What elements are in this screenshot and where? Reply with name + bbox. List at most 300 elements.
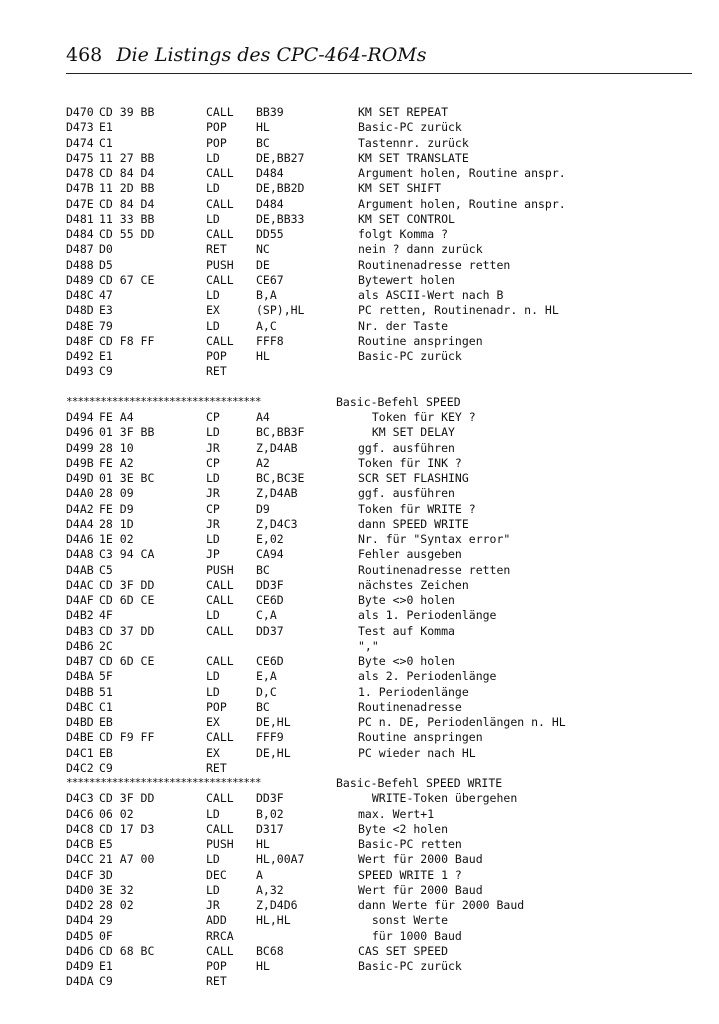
listing-row [66, 334, 706, 349]
address-cell: D4DA [66, 974, 94, 989]
mnemonic-cell: CALL [206, 577, 234, 592]
opcode-bytes-cell: 28 10 [99, 440, 134, 455]
listing-row [66, 944, 706, 959]
mnemonic-cell: EX [206, 715, 220, 729]
comment-cell: KM SET SHIFT [358, 181, 442, 196]
mnemonic-cell: LD [206, 684, 220, 699]
comment-cell: Nr. für "Syntax error" [358, 532, 511, 546]
mnemonic-cell: POP [206, 349, 227, 363]
opcode-bytes-cell: CD 84 D4 [99, 166, 155, 180]
operand-cell: HL [256, 120, 270, 135]
opcode-bytes-cell: 1E 02 [99, 532, 134, 546]
opcode-bytes-cell: 28 09 [99, 486, 134, 501]
operand-cell: CA94 [256, 547, 284, 562]
opcode-bytes-cell: 28 02 [99, 898, 134, 912]
address-cell: D4BC [66, 699, 94, 714]
mnemonic-cell: CALL [206, 333, 234, 348]
comment-cell: Routine anspringen [358, 333, 483, 348]
listing-row [66, 410, 706, 425]
mnemonic-cell: CALL [206, 105, 234, 119]
comment-cell: max. Wert+1 [358, 806, 435, 821]
mnemonic-cell: LD [206, 852, 220, 867]
opcode-bytes-cell: 3D [99, 867, 113, 882]
section-separator [66, 776, 706, 791]
listing-row [66, 791, 706, 806]
mnemonic-cell: CALL [206, 196, 234, 211]
opcode-bytes-cell: 01 3E BC [99, 471, 155, 485]
operand-cell: NC [256, 242, 270, 257]
comment-cell: Basic-PC zurück [358, 120, 462, 135]
address-cell: D487 [66, 242, 94, 257]
listing-row [66, 624, 706, 639]
address-cell: D4AF [66, 593, 94, 607]
opcode-bytes-cell: C1 [99, 135, 113, 150]
opcode-bytes-cell: CD 37 DD [99, 623, 155, 638]
mnemonic-cell: LD [206, 608, 220, 623]
address-cell: D4A8 [66, 547, 94, 562]
mnemonic-cell: PUSH [206, 257, 234, 272]
operand-cell: DE,HL [256, 745, 291, 760]
mnemonic-cell: CALL [206, 821, 234, 836]
address-cell: D4C6 [66, 806, 94, 821]
listing-row [66, 364, 706, 379]
opcode-bytes-cell: 01 3F BB [99, 425, 155, 440]
address-cell: D473 [66, 120, 94, 135]
operand-cell: BC [256, 135, 270, 150]
comment-cell: KM SET REPEAT [358, 105, 449, 119]
mnemonic-cell: LD [206, 882, 220, 897]
comment-cell: Bytewert holen [358, 272, 455, 287]
mnemonic-cell: CALL [206, 623, 234, 638]
opcode-bytes-cell: 79 [99, 318, 113, 333]
address-cell: D48F [66, 333, 94, 348]
listing-row [66, 486, 706, 501]
operand-cell: C,A [256, 608, 277, 623]
operand-cell: CE6D [256, 654, 284, 668]
address-cell: D48E [66, 318, 94, 333]
address-cell: D48C [66, 288, 94, 302]
address-cell: D4BB [66, 684, 94, 699]
address-cell: D484 [66, 227, 94, 241]
opcode-bytes-cell: 51 [99, 684, 113, 699]
operand-cell: BC68 [256, 943, 284, 958]
comment-cell: Wert für 2000 Baud [358, 882, 483, 897]
opcode-bytes-cell: 11 2D BB [99, 181, 155, 196]
address-cell: D493 [66, 364, 94, 379]
operand-cell: DE,BB33 [256, 211, 305, 226]
listing-row [66, 593, 706, 608]
comment-cell: Wert für 2000 Baud [358, 852, 483, 867]
address-cell: D49D [66, 471, 94, 485]
mnemonic-cell: LD [206, 425, 220, 440]
opcode-bytes-cell: CD 68 BC [99, 943, 155, 958]
separator-stars: ********************************** [66, 776, 261, 789]
address-cell: D494 [66, 410, 94, 424]
operand-cell: HL [256, 959, 270, 973]
mnemonic-cell: CP [206, 410, 220, 424]
comment-cell: KM SET CONTROL [358, 211, 455, 226]
address-cell: D4A0 [66, 486, 94, 501]
section-separator [66, 395, 706, 410]
opcode-bytes-cell: CD 17 D3 [99, 821, 155, 836]
operand-cell: DE [256, 257, 270, 272]
address-cell: D4C8 [66, 821, 94, 836]
address-cell: D4C3 [66, 791, 94, 806]
address-cell: D4A6 [66, 532, 94, 546]
opcode-bytes-cell: FE A2 [99, 455, 134, 470]
address-cell: D4D9 [66, 959, 94, 973]
comment-cell: Token für WRITE ? [358, 501, 476, 516]
operand-cell: DE,HL [256, 715, 291, 729]
operand-cell: D,C [256, 684, 277, 699]
opcode-bytes-cell: C9 [99, 974, 113, 989]
page-header [66, 44, 692, 74]
address-cell: D4BD [66, 715, 94, 729]
opcode-bytes-cell: CD 6D CE [99, 654, 155, 668]
mnemonic-cell: JR [206, 898, 220, 912]
listing-row [66, 822, 706, 837]
opcode-bytes-cell: D0 [99, 242, 113, 257]
mnemonic-cell: POP [206, 959, 227, 973]
listing-row [66, 517, 706, 532]
listing-row [66, 136, 706, 151]
listing-row [66, 258, 706, 273]
opcode-bytes-cell: CD 3F DD [99, 791, 155, 806]
mnemonic-cell: CALL [206, 791, 234, 806]
operand-cell: B,02 [256, 806, 284, 821]
operand-cell: D484 [256, 196, 284, 211]
mnemonic-cell: RRCA [206, 928, 234, 943]
opcode-bytes-cell: C1 [99, 699, 113, 714]
listing-row [66, 288, 706, 303]
comment-cell: ggf. ausführen [358, 440, 455, 455]
address-cell: D4AC [66, 577, 94, 592]
operand-cell: DD37 [256, 623, 284, 638]
mnemonic-cell: CALL [206, 227, 234, 241]
comment-cell: folgt Komma ? [358, 227, 449, 241]
listing-row [66, 197, 706, 212]
operand-cell: CE67 [256, 272, 284, 287]
listing-row [66, 502, 706, 517]
operand-cell: HL [256, 837, 270, 851]
address-cell: D4D6 [66, 943, 94, 958]
listing-row [66, 639, 706, 654]
mnemonic-cell: CALL [206, 654, 234, 668]
address-cell: D475 [66, 150, 94, 165]
listing-row [66, 151, 706, 166]
opcode-bytes-cell: 2C [99, 638, 113, 653]
listing-row [66, 441, 706, 456]
comment-cell: ggf. ausführen [358, 486, 455, 501]
mnemonic-cell: PUSH [206, 837, 234, 851]
mnemonic-cell: CP [206, 501, 220, 516]
opcode-bytes-cell: 21 A7 00 [99, 852, 155, 867]
comment-cell: nächstes Zeichen [358, 577, 469, 592]
mnemonic-cell: CALL [206, 730, 234, 745]
opcode-bytes-cell: CD F8 FF [99, 333, 155, 348]
comment-cell: Token für KEY ? [358, 410, 476, 424]
comment-cell: nein ? dann zurück [358, 242, 483, 257]
comment-cell: PC n. DE, Periodenlängen n. HL [358, 715, 566, 729]
comment-cell: als 1. Periodenlänge [358, 608, 497, 623]
comment-cell: Token für INK ? [358, 455, 462, 470]
assembly-listing [66, 105, 706, 990]
mnemonic-cell: RET [206, 760, 227, 775]
listing-row [66, 807, 706, 822]
comment-cell: PC retten, Routinenadr. n. HL [358, 303, 559, 318]
opcode-bytes-cell: FE D9 [99, 501, 134, 516]
listing-row [66, 929, 706, 944]
address-cell: D4BA [66, 669, 94, 684]
operand-cell: A,32 [256, 882, 284, 897]
comment-cell: Routinenadresse retten [358, 257, 511, 272]
comment-cell: Byte <>0 holen [358, 593, 455, 607]
comment-cell: Routinenadresse [358, 699, 462, 714]
opcode-bytes-cell: 11 33 BB [99, 211, 155, 226]
listing-row [66, 898, 706, 913]
opcode-bytes-cell: E1 [99, 349, 113, 363]
address-cell: D4A4 [66, 516, 94, 531]
operand-cell: Z,D4AB [256, 440, 298, 455]
address-cell: D4CF [66, 867, 94, 882]
listing-row [66, 227, 706, 242]
mnemonic-cell: JR [206, 440, 220, 455]
separator-stars: ********************************** [66, 394, 261, 408]
opcode-bytes-cell: C9 [99, 364, 113, 379]
comment-cell: dann SPEED WRITE [358, 516, 469, 531]
address-cell: D47B [66, 181, 94, 196]
comment-cell: Basic-PC zurück [358, 349, 462, 363]
operand-cell: FFF9 [256, 730, 284, 745]
opcode-bytes-cell: C3 94 CA [99, 547, 155, 562]
operand-cell: DD3F [256, 791, 284, 806]
mnemonic-cell: CALL [206, 943, 234, 958]
mnemonic-cell: RET [206, 974, 227, 989]
comment-cell: Tastennr. zurück [358, 135, 469, 150]
listing-row [66, 654, 706, 669]
listing-row [66, 608, 706, 623]
listing-row [66, 974, 706, 989]
opcode-bytes-cell: 11 27 BB [99, 150, 155, 165]
mnemonic-cell: EX [206, 745, 220, 760]
mnemonic-cell: JP [206, 547, 220, 562]
opcode-bytes-cell: 4F [99, 608, 113, 623]
address-cell: D481 [66, 211, 94, 226]
listing-row [66, 471, 706, 486]
operand-cell: BC [256, 699, 270, 714]
address-cell: D4D5 [66, 928, 94, 943]
opcode-bytes-cell: 47 [99, 288, 113, 302]
comment-cell: als 2. Periodenlänge [358, 669, 497, 684]
operand-cell: A,C [256, 318, 277, 333]
comment-cell: "," [358, 638, 379, 653]
listing-row [66, 868, 706, 883]
mnemonic-cell: LD [206, 288, 220, 302]
mnemonic-cell: DEC [206, 867, 227, 882]
address-cell: D474 [66, 135, 94, 150]
address-cell: D499 [66, 440, 94, 455]
listing-row [66, 425, 706, 440]
address-cell: D4CB [66, 837, 94, 851]
listing-row [66, 547, 706, 562]
operand-cell: (SP),HL [256, 303, 305, 318]
opcode-bytes-cell: EB [99, 745, 113, 760]
mnemonic-cell: POP [206, 699, 227, 714]
listing-row [66, 456, 706, 471]
operand-cell: A4 [256, 410, 270, 424]
opcode-bytes-cell: E1 [99, 959, 113, 973]
address-cell: D4B7 [66, 654, 94, 668]
mnemonic-cell: CALL [206, 166, 234, 180]
operand-cell: D484 [256, 166, 284, 180]
listing-row [66, 746, 706, 761]
mnemonic-cell: LD [206, 318, 220, 333]
operand-cell: HL,00A7 [256, 852, 305, 867]
operand-cell: DD3F [256, 577, 284, 592]
opcode-bytes-cell: C5 [99, 562, 113, 577]
comment-cell: Test auf Komma [358, 623, 455, 638]
page-number: 468 [66, 44, 103, 66]
address-cell: D4B3 [66, 623, 94, 638]
mnemonic-cell: LD [206, 532, 220, 546]
opcode-bytes-cell: 06 02 [99, 806, 134, 821]
opcode-bytes-cell: FE A4 [99, 410, 134, 424]
operand-cell: DE,BB2D [256, 181, 305, 196]
mnemonic-cell: LD [206, 181, 220, 196]
opcode-bytes-cell: C9 [99, 760, 113, 775]
mnemonic-cell: CALL [206, 272, 234, 287]
listing-row [66, 837, 706, 852]
opcode-bytes-cell: CD 84 D4 [99, 196, 155, 211]
comment-cell: WRITE-Token übergehen [358, 791, 518, 806]
operand-cell: D317 [256, 821, 284, 836]
comment-cell: Argument holen, Routine anspr. [358, 196, 566, 211]
address-cell: D4AB [66, 562, 94, 577]
operand-cell: BB39 [256, 105, 284, 119]
comment-cell: dann Werte für 2000 Baud [358, 898, 525, 912]
mnemonic-cell: PUSH [206, 562, 234, 577]
mnemonic-cell: LD [206, 150, 220, 165]
opcode-bytes-cell: CD 55 DD [99, 227, 155, 241]
operand-cell: Z,D4AB [256, 486, 298, 501]
operand-cell: Z,D4C3 [256, 516, 298, 531]
comment-cell: PC wieder nach HL [358, 745, 476, 760]
mnemonic-cell: RET [206, 242, 227, 257]
opcode-bytes-cell: E3 [99, 303, 113, 318]
opcode-bytes-cell: 29 [99, 913, 113, 928]
address-cell: D4A2 [66, 501, 94, 516]
address-cell: D470 [66, 105, 94, 119]
mnemonic-cell: LD [206, 211, 220, 226]
comment-cell: SPEED WRITE 1 ? [358, 867, 462, 882]
opcode-bytes-cell: D5 [99, 257, 113, 272]
listing-row [66, 959, 706, 974]
comment-cell: Byte <>0 holen [358, 654, 455, 668]
operand-cell: HL [256, 349, 270, 363]
opcode-bytes-cell: EB [99, 715, 113, 729]
comment-cell: Basic-PC retten [358, 837, 462, 851]
mnemonic-cell: JR [206, 486, 220, 501]
listing-row [66, 852, 706, 867]
listing-row [66, 883, 706, 898]
blank-line [66, 380, 706, 395]
opcode-bytes-cell: 28 1D [99, 516, 134, 531]
operand-cell: E,02 [256, 532, 284, 546]
opcode-bytes-cell: CD 39 BB [99, 105, 155, 119]
opcode-bytes-cell: E1 [99, 120, 113, 135]
mnemonic-cell: CP [206, 455, 220, 470]
operand-cell: HL,HL [256, 913, 291, 928]
address-cell: D492 [66, 349, 94, 363]
operand-cell: CE6D [256, 593, 284, 607]
listing-row [66, 120, 706, 135]
listing-row [66, 319, 706, 334]
comment-cell: CAS SET SPEED [358, 943, 449, 958]
listing-row [66, 242, 706, 257]
address-cell: D4D0 [66, 882, 94, 897]
mnemonic-cell: LD [206, 471, 220, 485]
mnemonic-cell: LD [206, 806, 220, 821]
address-cell: D4D4 [66, 913, 94, 928]
comment-cell: Routine anspringen [358, 730, 483, 745]
address-cell: D49B [66, 455, 94, 470]
operand-cell: DE,BB27 [256, 150, 305, 165]
listing-row [66, 105, 706, 120]
opcode-bytes-cell: CD 6D CE [99, 593, 155, 607]
section-title: Basic-Befehl SPEED [336, 394, 461, 409]
address-cell: D478 [66, 166, 94, 180]
listing-row [66, 181, 706, 196]
listing-row [66, 730, 706, 745]
listing-row [66, 761, 706, 776]
address-cell: D4B6 [66, 638, 94, 653]
address-cell: D496 [66, 425, 94, 440]
mnemonic-cell: LD [206, 669, 220, 684]
operand-cell: DD55 [256, 227, 284, 241]
comment-cell: KM SET DELAY [358, 425, 455, 440]
mnemonic-cell: CALL [206, 593, 234, 607]
operand-cell: BC,BC3E [256, 471, 305, 485]
comment-cell: Routinenadresse retten [358, 562, 511, 577]
listing-row [66, 715, 706, 730]
listing-row [66, 669, 706, 684]
address-cell: D4D2 [66, 898, 94, 912]
mnemonic-cell: EX [206, 303, 220, 318]
listing-row [66, 273, 706, 288]
opcode-bytes-cell: 5F [99, 669, 113, 684]
opcode-bytes-cell: CD 67 CE [99, 272, 155, 287]
comment-cell: 1. Periodenlänge [358, 684, 469, 699]
address-cell: D4B2 [66, 608, 94, 623]
comment-cell: KM SET TRANSLATE [358, 150, 469, 165]
operand-cell: FFF8 [256, 333, 284, 348]
listing-row [66, 532, 706, 547]
listing-row [66, 212, 706, 227]
opcode-bytes-cell: E5 [99, 837, 113, 851]
operand-cell: BC [256, 562, 270, 577]
operand-cell: D9 [256, 501, 270, 516]
mnemonic-cell: POP [206, 135, 227, 150]
mnemonic-cell: JR [206, 516, 220, 531]
mnemonic-cell: ADD [206, 913, 227, 928]
operand-cell: Z,D4D6 [256, 898, 298, 912]
address-cell: D4C2 [66, 760, 94, 775]
listing-row [66, 685, 706, 700]
comment-cell: sonst Werte [358, 913, 449, 928]
listing-row [66, 578, 706, 593]
address-cell: D488 [66, 257, 94, 272]
mnemonic-cell: RET [206, 364, 227, 379]
